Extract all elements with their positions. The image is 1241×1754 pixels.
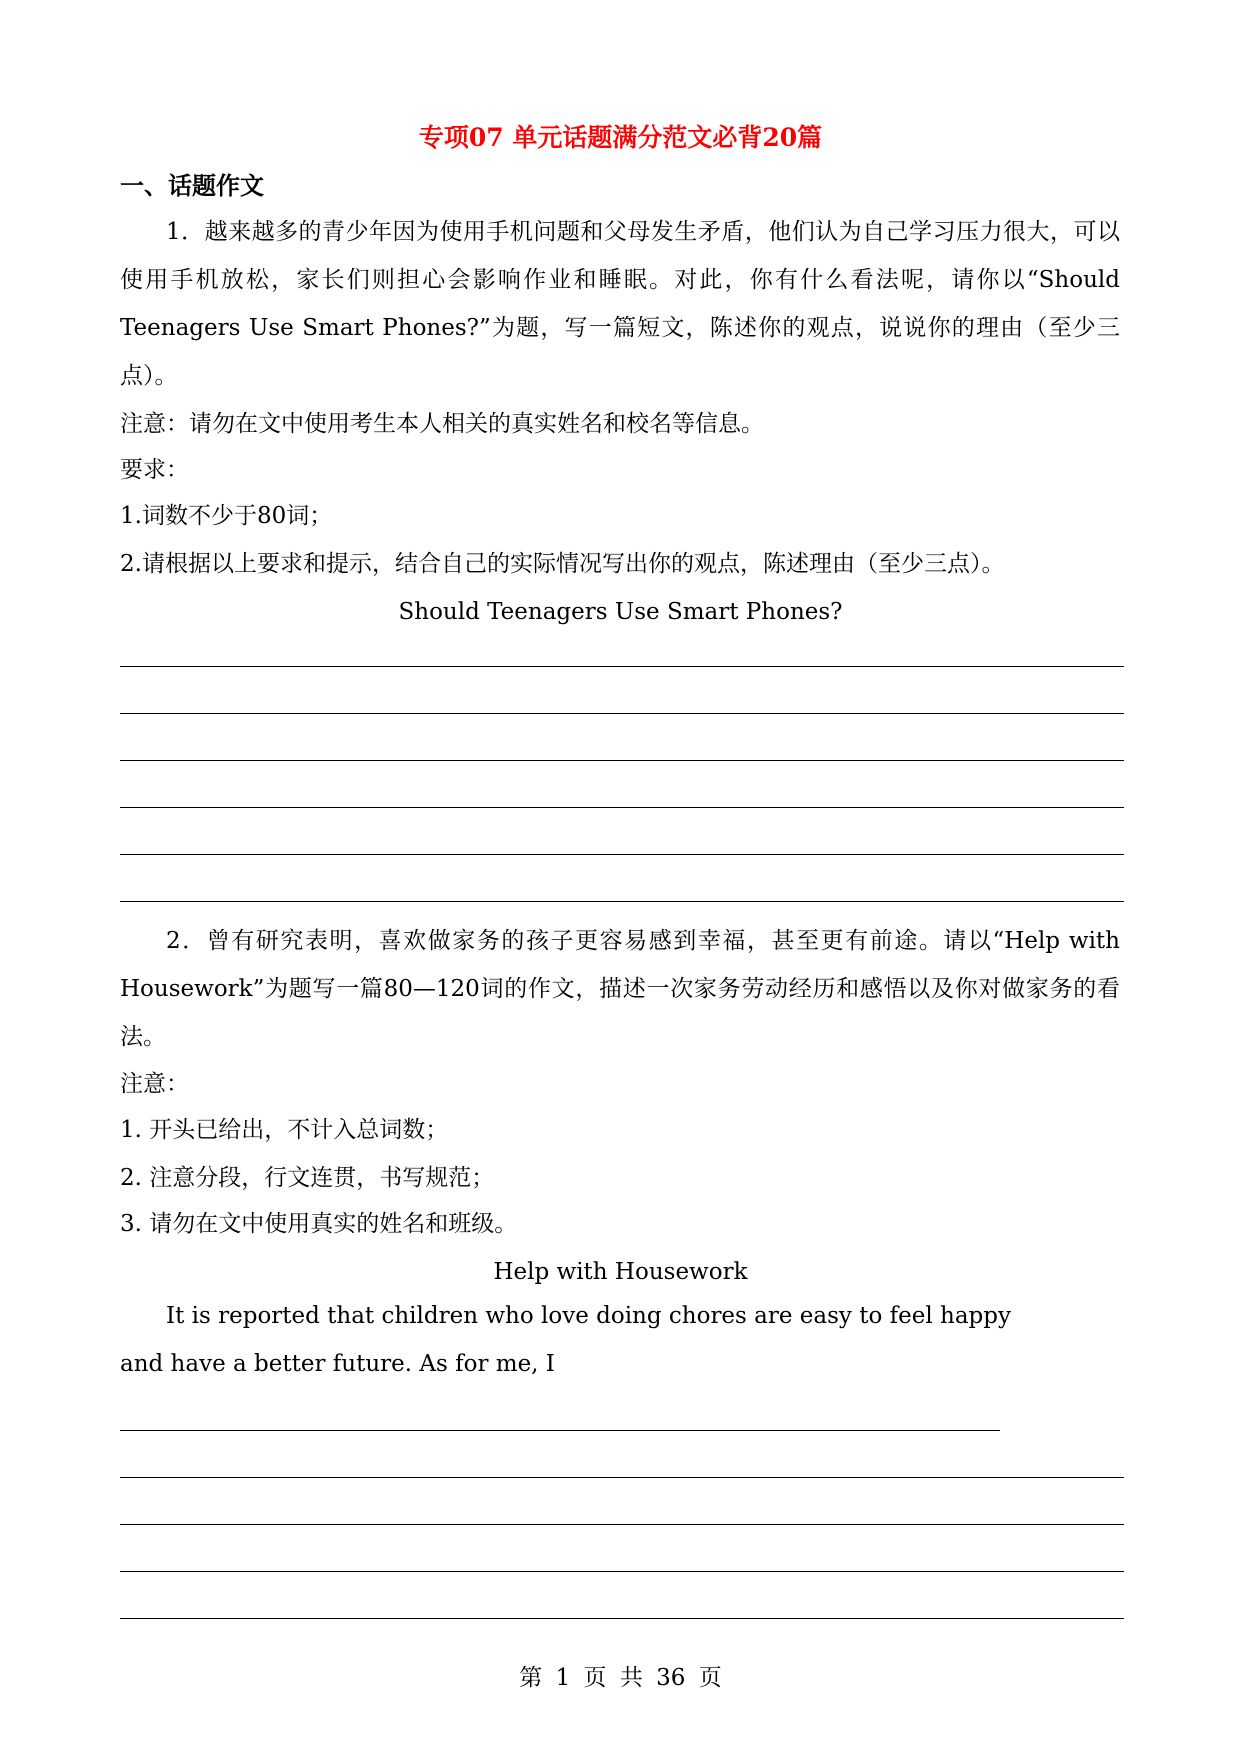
writing-line bbox=[120, 666, 1124, 667]
writing-line bbox=[120, 1618, 1124, 1619]
question-2-note-2: 2. 注意分段，行文连贯，书写规范； bbox=[120, 1165, 495, 1191]
writing-line bbox=[120, 901, 1124, 902]
question-2-note-3: 3. 请勿在文中使用真实的姓名和班级。 bbox=[120, 1211, 518, 1237]
writing-line bbox=[120, 1571, 1124, 1572]
question-2-essay-title: Help with Housework bbox=[493, 1259, 748, 1285]
writing-line bbox=[120, 713, 1124, 714]
writing-line bbox=[120, 1477, 1124, 1478]
writing-line bbox=[120, 807, 1124, 808]
question-1-requirements-label: 要求： bbox=[120, 457, 189, 483]
writing-line bbox=[120, 854, 1124, 855]
question-1-requirement-1: 1.词数不少于80词； bbox=[120, 503, 333, 529]
document-title: 专项07 单元话题满分范文必背20篇 bbox=[418, 123, 823, 152]
writing-line bbox=[120, 760, 1124, 761]
question-1-intro: 1．越来越多的青少年因为使用手机问题和父母发生矛盾，他们认为自己学习压力很大，可以使用手机放松，家长们则担心会影响作业和睡眠。对此，你有什么看法呢，请你以“Should Teenagers Use Smart Phones?”为题，写一篇短文，陈述你的观点，说说你的理由（至少三点）。 bbox=[120, 219, 1120, 389]
writing-line bbox=[120, 1430, 1000, 1431]
question-2-note-1: 1. 开头已给出，不计入总词数； bbox=[120, 1117, 449, 1143]
question-1-requirement-2: 2.请根据以上要求和提示，结合自己的实际情况写出你的观点，陈述理由（至少三点）。 bbox=[120, 551, 1005, 577]
writing-line bbox=[120, 1524, 1124, 1525]
question-1-essay-title: Should Teenagers Use Smart Phones? bbox=[398, 599, 843, 625]
section-heading: 一、话题作文 bbox=[120, 171, 264, 200]
question-2-opening: It is reported that children who love doing chores are easy to feel happy and have a better future. As for me, I bbox=[120, 1303, 1011, 1377]
question-2-note-label: 注意： bbox=[120, 1071, 189, 1097]
question-1-note: 注意：请勿在文中使用考生本人相关的真实姓名和校名等信息。 bbox=[120, 411, 764, 437]
page-footer: 第 1 页 共 36 页 bbox=[519, 1665, 722, 1691]
question-2-intro: 2．曾有研究表明，喜欢做家务的孩子更容易感到幸福，甚至更有前途。请以“Help with Housework”为题写一篇80—120词的作文，描述一次家务劳动经历和感悟以及你对做家务的看法。 bbox=[120, 928, 1120, 1050]
